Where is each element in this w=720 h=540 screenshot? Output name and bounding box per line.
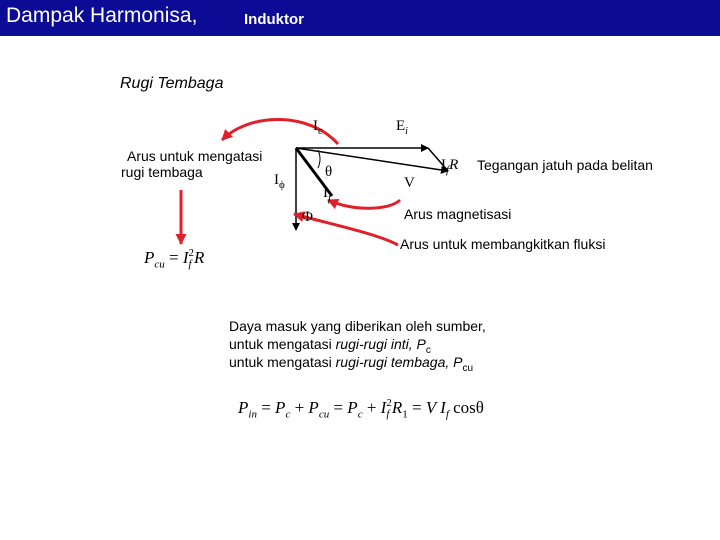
page-title: Dampak Harmonisa, xyxy=(6,4,198,27)
explanation-line-1: Daya masuk yang diberikan oleh sumber, xyxy=(229,318,486,334)
copper-current-text-2: rugi tembaga xyxy=(121,164,203,180)
magnetizing-text: Arus magnetisasi xyxy=(404,206,512,222)
copper-current-text-1: Arus untuk mengatasi xyxy=(127,148,263,164)
explanation-line-2: untuk mengatasi rugi-rugi inti, $P_c$ xyxy=(229,336,431,356)
magnetizing-arrow xyxy=(328,200,400,208)
section-heading: Rugi Tembaga xyxy=(120,75,224,92)
ifr-label: $I_fR$ xyxy=(441,157,459,176)
iphi-label: $I_\phi$ xyxy=(274,172,285,191)
ei-label: $E_i$ xyxy=(396,118,408,137)
phi-label: Φ xyxy=(302,209,313,225)
ic-label: $I_c$ xyxy=(313,118,323,137)
explanation-line-3: untuk mengatasi rugi-rugi tembaga, $P_{cu}$ xyxy=(229,354,474,374)
v-label: V xyxy=(404,175,415,191)
page-subtitle: Induktor xyxy=(244,11,304,28)
copper-loss-formula: $P_{cu} = I$ 2 f R xyxy=(144,247,205,271)
voltage-drop-text: Tegangan jatuh pada belitan xyxy=(477,157,653,173)
flux-current-text: Arus untuk membangkitkan fluksi xyxy=(400,236,606,252)
theta-label: θ xyxy=(325,164,333,180)
theta-arc xyxy=(318,150,320,168)
input-power-formula: $P_{in} = P_c + P_{cu} = P_c + I$ 2 f $R_1 = V$ $I_f$ cosθ xyxy=(238,397,484,421)
if-label: $I_f$ xyxy=(323,185,332,204)
